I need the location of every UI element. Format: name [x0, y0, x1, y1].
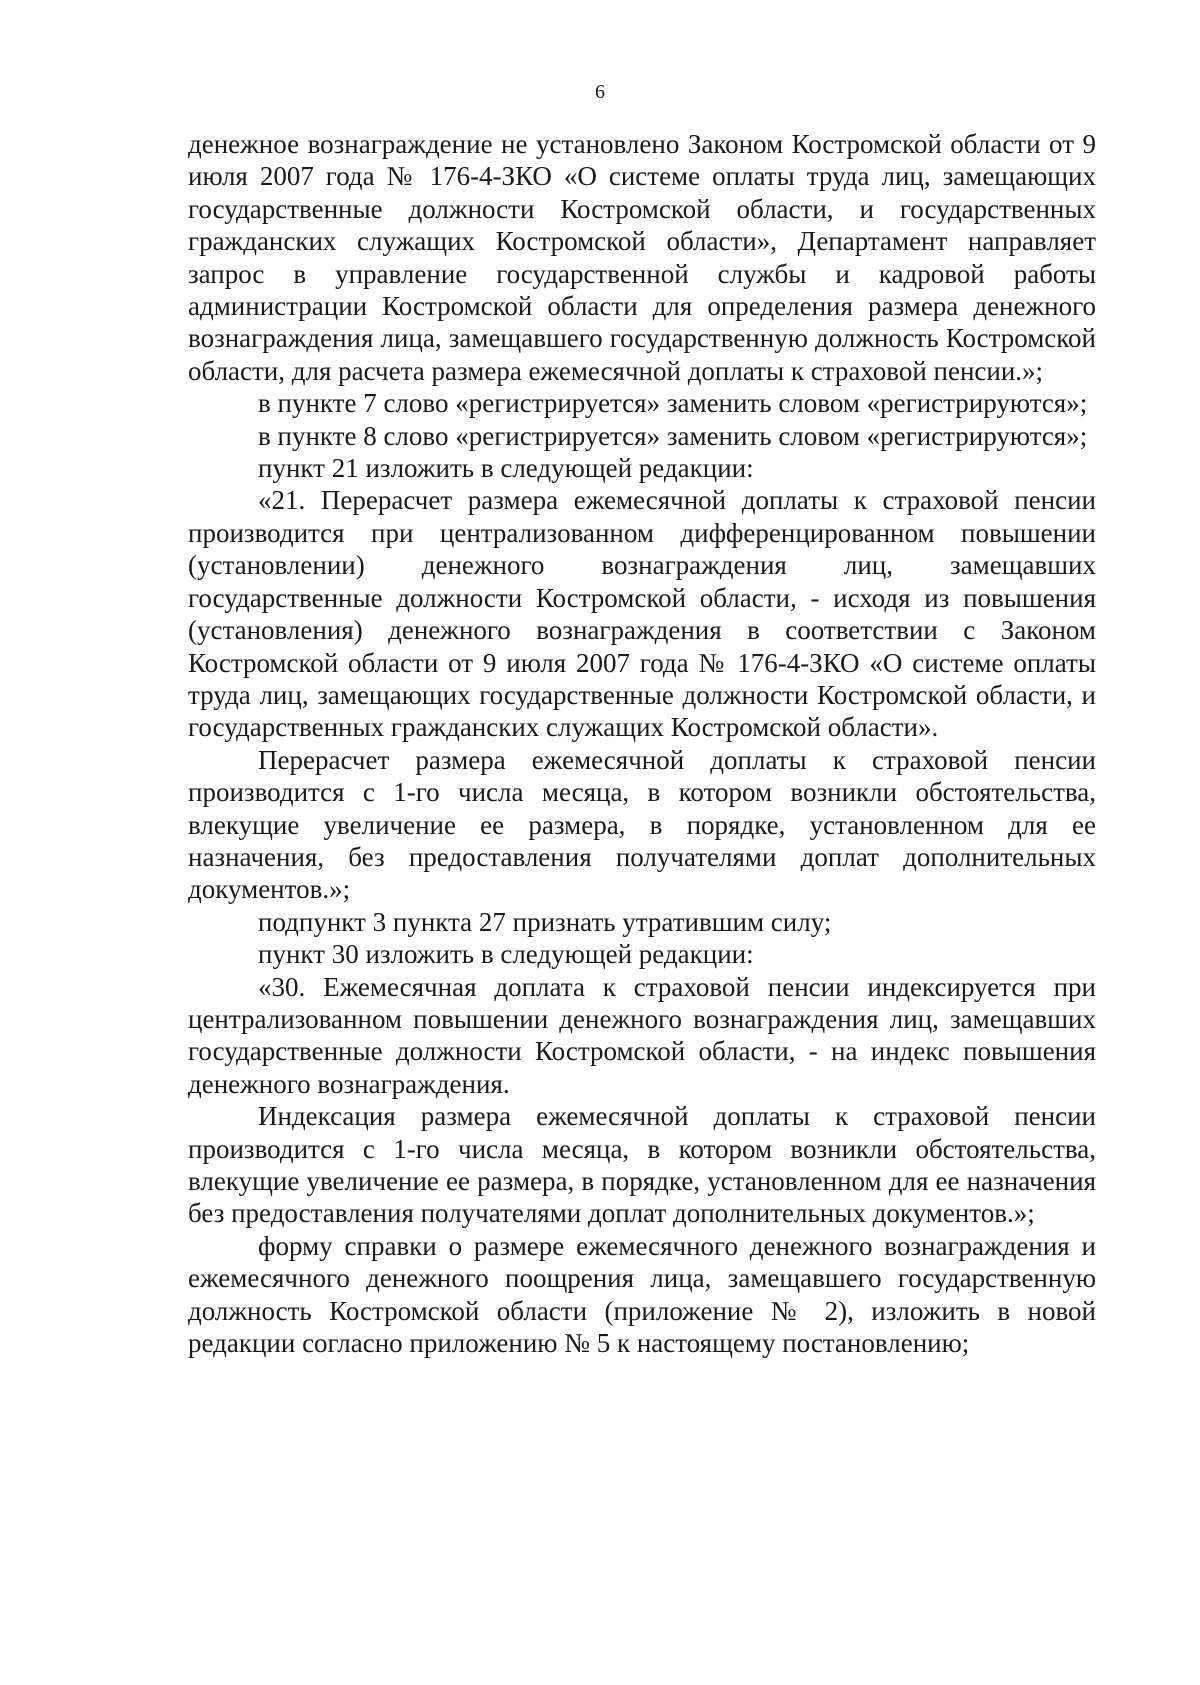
paragraph-recalculation: Перерасчет размера ежемесячной доплаты к страховой пенсии производится с 1-го числа месяца, в котором возникли обстоятельства, влекущие увеличение ее размера, в порядке, установленном для ее назначения, без предоставления получателями доплат дополнительных документов.»; [188, 744, 1096, 905]
paragraph-clause-21-text: «21. Перерасчет размера ежемесячной доплаты к страховой пенсии производится при централизованном дифференцированном повышении (установлении) денежного вознаграждения лиц, замещавших государственные должности Костромской области, - исходя из повышения (установления) денежного вознаграждения в соответствии с Законом Костромской области от 9 июля 2007 года № 176-4-ЗКО «О системе оплаты труда лиц, замещающих государственные должности Костромской области, и государственных гражданских служащих Костромской области». [188, 485, 1096, 743]
paragraph-clause-7: в пункте 7 слово «регистрируется» заменить словом «регистрируются»; [258, 388, 1088, 419]
paragraph-indexation: Индексация размера ежемесячной доплаты к страховой пенсии производится с 1-го числа месяца, в котором возникли обстоятельства, влекущие увеличение ее размера, в порядке, установленном для ее назначения без предоставления получателями доплат дополнительных документов.»; [188, 1101, 1096, 1229]
paragraph-clause-30-text: «30. Ежемесячная доплата к страховой пенсии индексируется при централизованном повышении денежного вознаграждения лиц, замещавших государственные должности Костромской области, - на индекс повышения денежного вознаграждения. [188, 971, 1096, 1099]
paragraph-clause-21-intro: пункт 21 изложить в следующей редакции: [258, 453, 754, 484]
paragraph-clause-30-intro: пункт 30 изложить в следующей редакции: [258, 939, 754, 970]
paragraph-clause-8: в пункте 8 слово «регистрируется» заменить словом «регистрируются»; [258, 420, 1088, 451]
paragraph-certificate-form: форму справки о размере ежемесячного денежного вознаграждения и ежемесячного денежного поощрения лица, замещавшего государственную должность Костромской области (приложение № 2), изложить в новой редакции согласно приложению № 5 к настоящему постановлению; [188, 1230, 1096, 1359]
paragraph-subclause-27: подпункт 3 пункта 27 признать утратившим силу; [258, 906, 832, 937]
paragraph-continuation: денежное вознаграждение не установлено Законом Костромской области от 9 июля 2007 года № 176-4-ЗКО «О системе оплаты труда лиц, замещающих государственные должности Костромской области, и государственных гражданских служащих Костромской области», Департамент направляет запрос в управление государственной службы и кадровой работы администрации Костромской области для определения размера денежного вознаграждения лица, замещавшего государственную должность Костромской области, для расчета размера ежемесячной доплаты к страховой пенсии.»; [188, 129, 1096, 386]
document-body [188, 128, 1096, 1359]
page-number: 6 [595, 81, 605, 103]
